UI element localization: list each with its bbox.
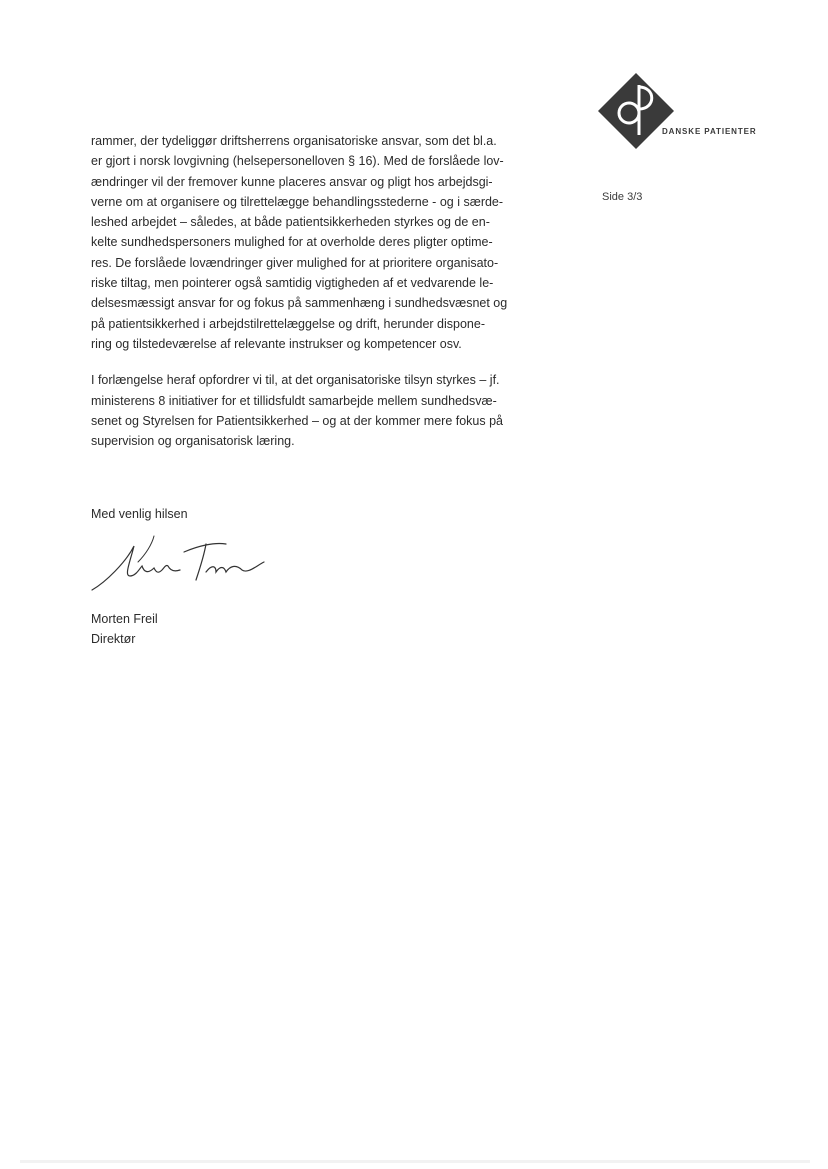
letter-body <box>91 131 551 451</box>
text-line: ministerens 8 initiativer for et tillidsfuldt samarbejde mellem sundhedsvæ- <box>91 393 497 408</box>
logo-mark-icon <box>598 73 678 153</box>
text-line: leshed arbejdet – således, at både patientsikkerheden styrkes og de en- <box>91 215 490 230</box>
text-line: riske tiltag, men pointerer også samtidig vigtigheden af et vedvarende le- <box>91 276 494 291</box>
text-line: er gjort i norsk lovgivning (helsepersonelloven § 16). Med de forslåede lov- <box>91 154 504 169</box>
text-line: på patientsikkerhed i arbejdstilrettelæggelse og drift, herunder dispone- <box>91 316 485 331</box>
page-number: Side 3/3 <box>602 191 643 203</box>
logo-text: DANSKE PATIENTER <box>662 127 757 136</box>
closing-salutation: Med venlig hilsen <box>91 507 188 521</box>
text-line: res. De forslåede lovændringer giver mulighed for at prioritere organisato- <box>91 255 499 270</box>
paragraph-1 <box>91 131 551 354</box>
text-line: senet og Styrelsen for Patientsikkerhed – og at der kommer mere fokus på <box>91 413 504 428</box>
signer-title: Direktør <box>91 632 136 646</box>
scan-edge <box>20 1160 810 1163</box>
text-line: verne om at organisere og tilrettelægge behandlingsstederne - og i særde- <box>91 194 504 209</box>
paragraph-spacer <box>91 354 551 370</box>
text-line: kelte sundhedspersoners mulighed for at overholde deres pligter optime- <box>91 235 493 250</box>
text-line: supervision og organisatorisk læring. <box>91 434 295 449</box>
text-line: I forlængelse heraf opfordrer vi til, at det organisatoriske tilsyn styrkes – jf. <box>91 373 500 388</box>
signer-block <box>91 609 158 649</box>
paragraph-2 <box>91 370 551 451</box>
signer-name: Morten Freil <box>91 612 158 626</box>
text-line: ring og tilstedeværelse af relevante instrukser og kompetencer osv. <box>91 336 462 351</box>
text-line: ændringer vil der fremover kunne placeres ansvar og pligt hos arbejdsgi- <box>91 174 493 189</box>
handwritten-signature <box>86 532 276 602</box>
text-line: delsesmæssigt ansvar for og fokus på sammenhæng i sundhedsvæsnet og <box>91 296 508 311</box>
danske-patienter-logo <box>598 73 768 153</box>
text-line: rammer, der tydeliggør driftsherrens organisatoriske ansvar, som det bl.a. <box>91 134 497 148</box>
